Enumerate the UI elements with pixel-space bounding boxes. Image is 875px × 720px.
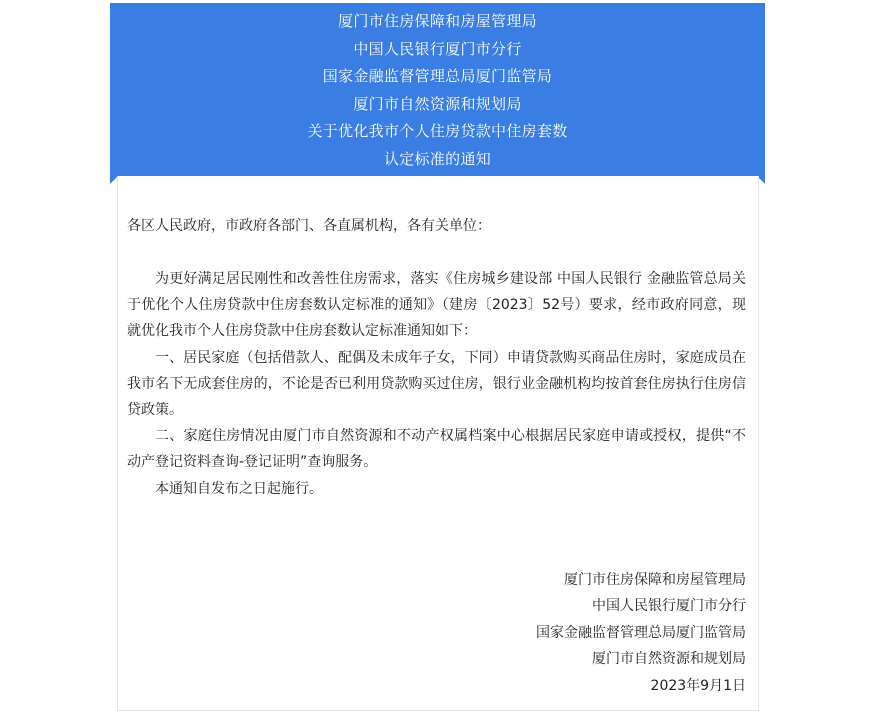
title-line-issuer-4: 厦门市自然资源和规划局 xyxy=(353,94,522,113)
issue-date: 2023年9月1日 xyxy=(650,677,746,694)
signatory: 国家金融监督管理总局厦门监管局 xyxy=(536,624,746,641)
paragraph-item-2: 二、家庭住房情况由厦门市自然资源和不动产权属档案中心根据居民家庭申请或授权，提供“不动产登记资料查询-登记证明”查询服务。 xyxy=(127,428,746,471)
paragraph-item-1: 一、居民家庭（包括借款人、配偶及未成年子女，下同）申请贷款购买商品住房时，家庭成员在我市名下无成套住房的，不论是否已利用贷款购买过住房，银行业金融机构均按首套住房执行住房信贷政策。 xyxy=(127,349,746,419)
paragraph-effective: 本通知自发布之日起施行。 xyxy=(155,480,323,497)
signature-block xyxy=(127,567,746,699)
signatory: 中国人民银行厦门市分行 xyxy=(592,598,746,615)
salutation: 各区人民政府，市政府各部门、各直属机构，各有关单位： xyxy=(127,218,491,234)
paragraph-intro: 为更好满足居民刚性和改善性住房需求，落实《住房城乡建设部 中国人民银行 金融监管总局关于优化个人住房贷款中住房套数认定标准的通知》（建房〔2023〕52号）要求，经市政府同意，现就优化我市个人住房贷款中住房套数认定标准通知如下： xyxy=(127,271,746,340)
title-line-subject-2: 认定标准的通知 xyxy=(383,149,492,168)
title-line-issuer-2: 中国人民银行厦门市分行 xyxy=(353,39,522,58)
notice-body xyxy=(127,266,746,502)
title-line-issuer-3: 国家金融监督管理总局厦门监管局 xyxy=(322,67,553,86)
title-line-issuer-1: 厦门市住房保障和房屋管理局 xyxy=(338,12,537,30)
title-line-subject-1: 关于优化我市个人住房贷款中住房套数 xyxy=(307,122,568,141)
signatory: 厦门市自然资源和规划局 xyxy=(592,651,746,668)
notice-title xyxy=(110,8,765,174)
signatory: 厦门市住房保障和房屋管理局 xyxy=(564,572,746,588)
